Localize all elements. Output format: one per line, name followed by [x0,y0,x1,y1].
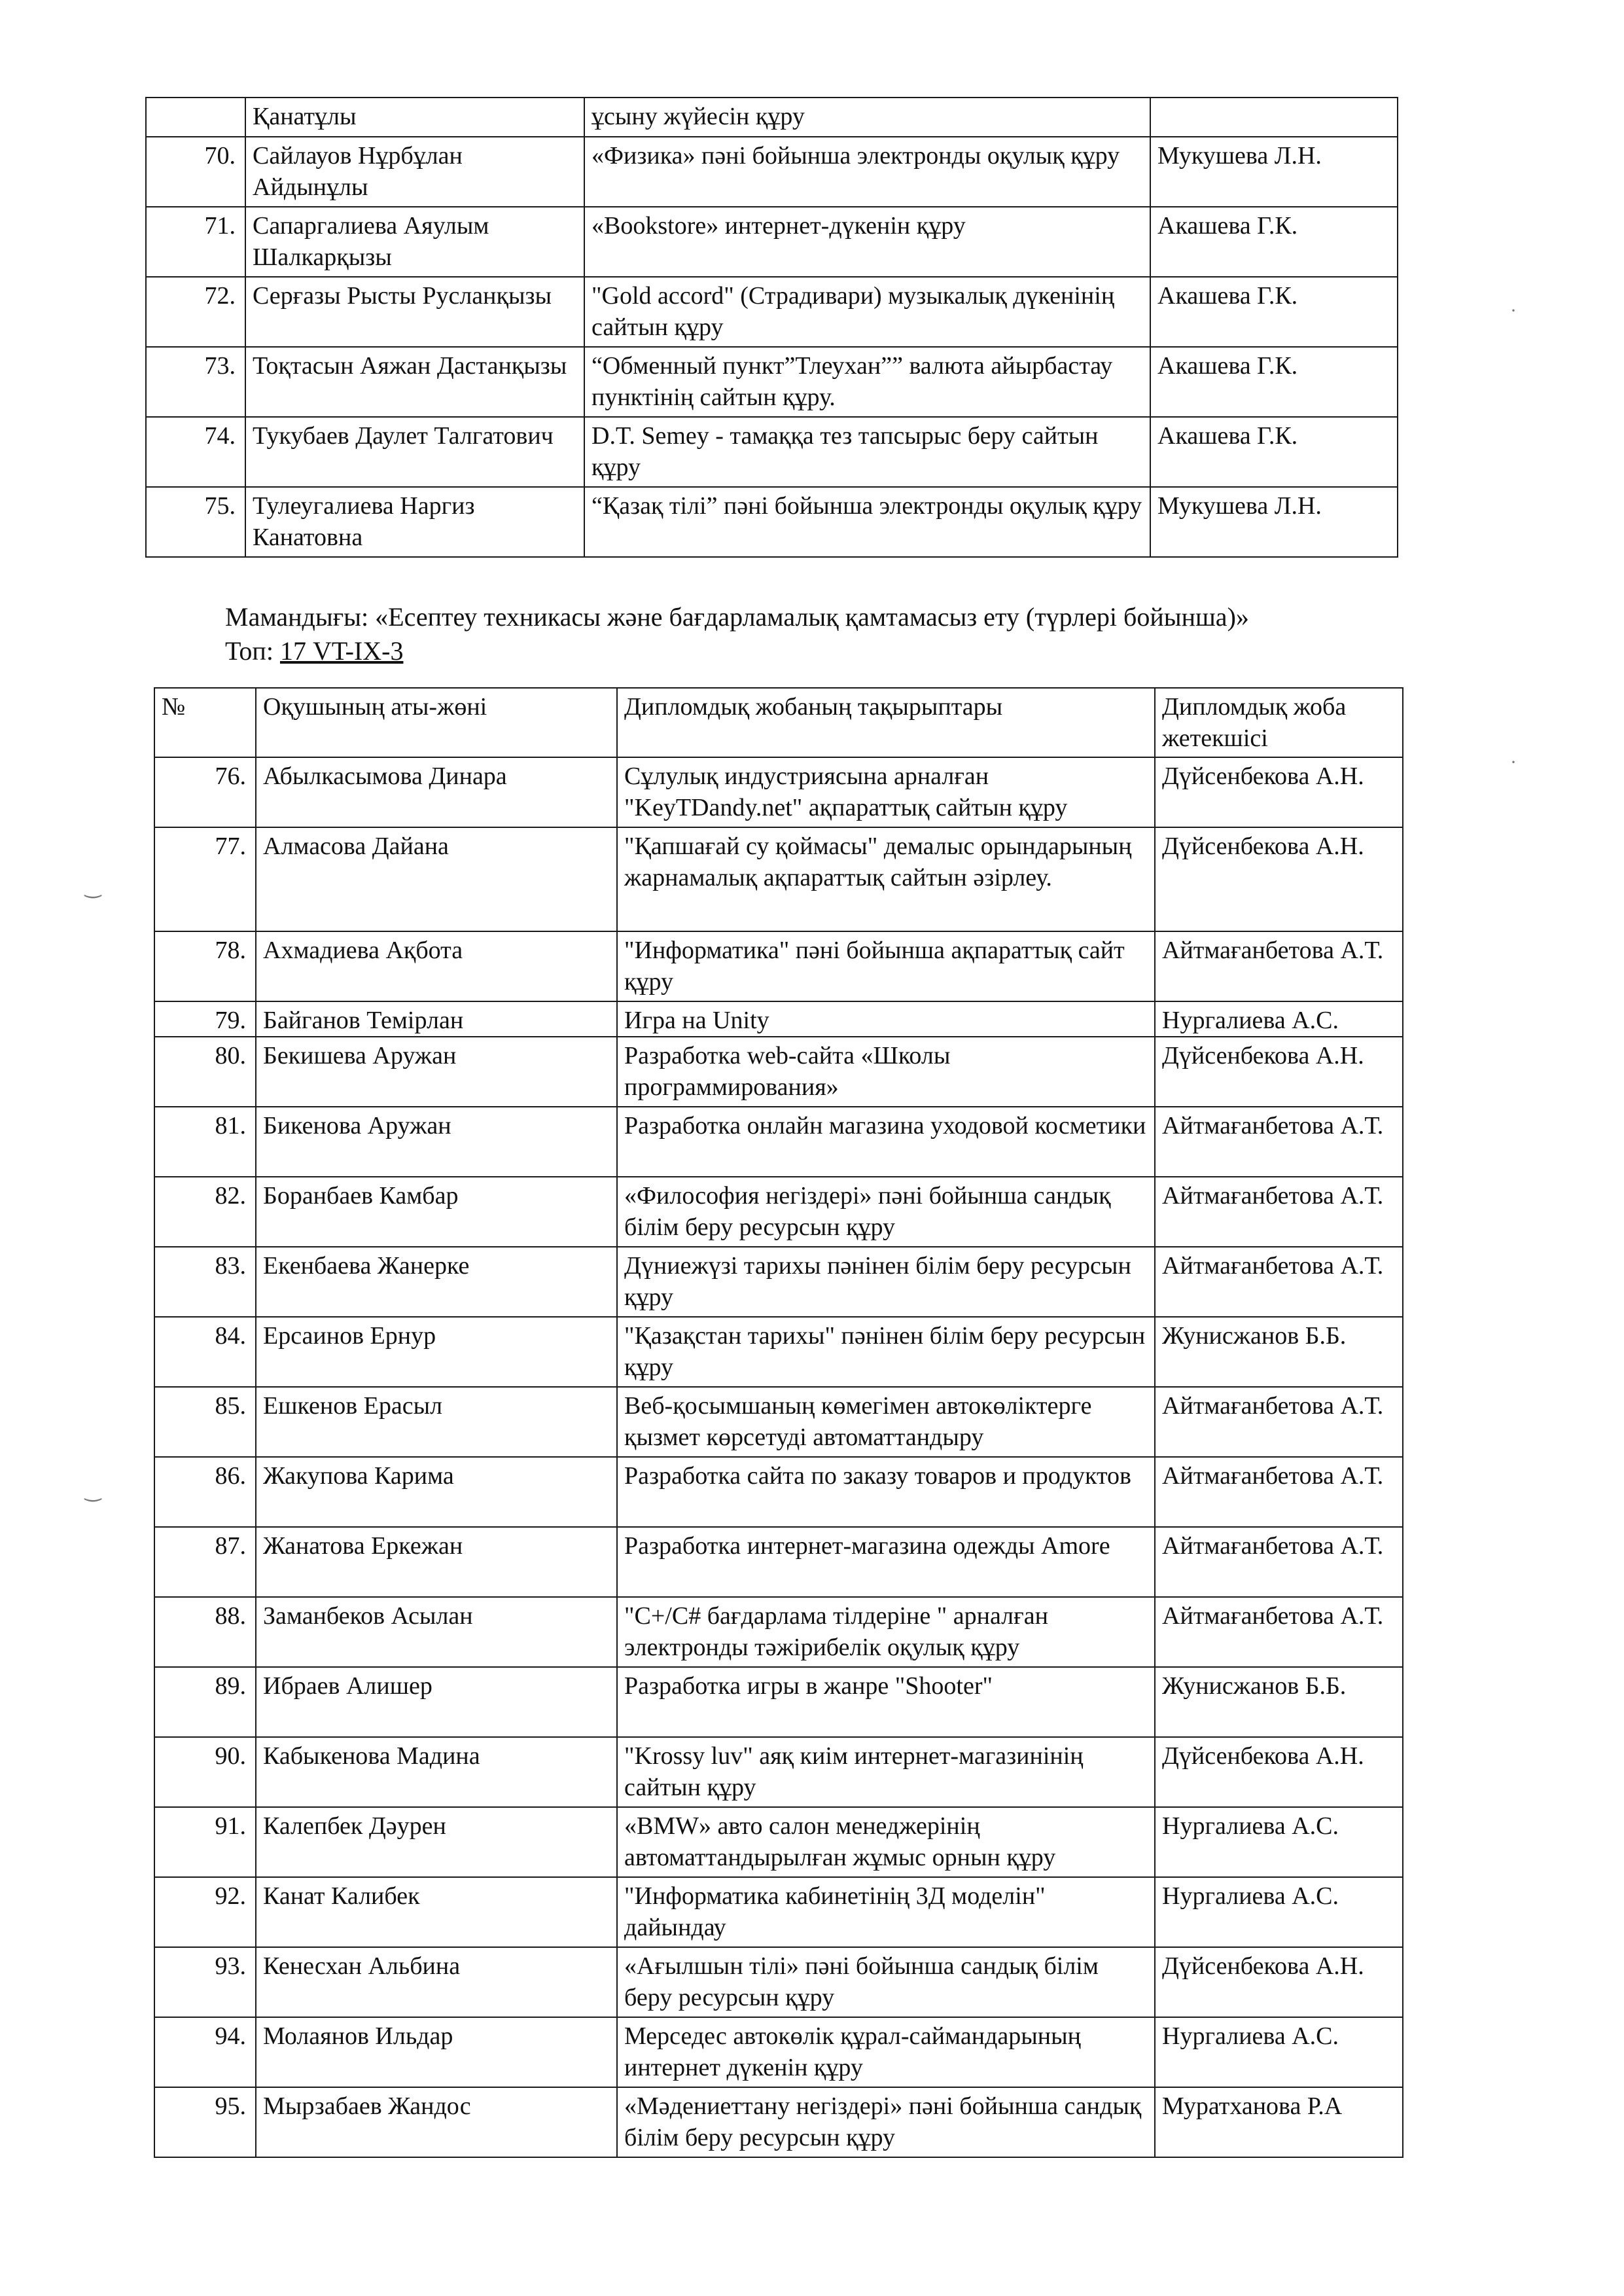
supervisor-name: Дүйсенбекова А.Н. [1155,1737,1403,1807]
student-name: Сапаргалиева Аяулым Шалкарқызы [245,207,584,277]
student-name: Қанатұлы [245,98,584,137]
table-row [154,1247,1403,1317]
student-name: Боранбаев Камбар [256,1177,617,1247]
supervisor-name: Нургалиева А.С. [1155,1001,1403,1037]
supervisor-name: Нургалиева А.С. [1155,2017,1403,2087]
scan-dash-mark: ‿ [85,876,101,898]
student-name: Жанатова Еркежан [256,1527,617,1597]
row-number: 85. [154,1387,256,1457]
project-topic: Разработка игры в жанре "Shooter" [617,1667,1155,1737]
supervisor-name: Дүйсенбекова А.Н. [1155,1037,1403,1107]
row-number: 79. [154,1001,256,1037]
row-number: 92. [154,1877,256,1947]
row-number: 91. [154,1807,256,1877]
table-row [154,757,1403,827]
table-row [154,1527,1403,1597]
project-topic: D.T. Semey - тамаққа тез тапсырыс беру сайтын құру [584,417,1150,487]
row-number: 75. [146,487,245,557]
table-row [146,98,1398,137]
table-row [154,1001,1403,1037]
student-name: Тоқтасын Аяжан Дастанқызы [245,347,584,417]
student-name: Жакупова Карима [256,1457,617,1527]
header-project-topic: Дипломдық жобаның тақырыптары [617,688,1155,757]
row-number: 89. [154,1667,256,1737]
row-number: 74. [146,417,245,487]
student-name: Алмасова Дайана [256,827,617,931]
supervisor-name: Айтмағанбетова А.Т. [1155,1527,1403,1597]
table-row [146,347,1398,417]
specialty-caption: Мамандығы: «Есептеу техникасы және бағдарламалық қамтамасыз ету (түрлері бойынша)» [225,602,1249,632]
supervisor-name: Айтмағанбетова А.Т. [1155,1387,1403,1457]
student-name: Бекишева Аружан [256,1037,617,1107]
table-row [154,1807,1403,1877]
project-topic: Веб-қосымшаның көмегімен автокөліктерге қызмет көрсетуді автоматтандыру [617,1387,1155,1457]
student-name: Екенбаева Жанерке [256,1247,617,1317]
project-topic: Дүниежүзі тарихы пәнінен білім беру ресурсын құру [617,1247,1155,1317]
student-name: Ерсаинов Ернур [256,1317,617,1387]
student-name: Калепбек Дәурен [256,1807,617,1877]
student-name: Ибраев Алишер [256,1667,617,1737]
row-number: 86. [154,1457,256,1527]
row-number: 72. [146,277,245,347]
supervisor-name: Акашева Г.К. [1150,417,1398,487]
project-topic: “Қазақ тілі” пәні бойынша электронды оқулық құру [584,487,1150,557]
supervisor-name: Муратханова Р.А [1155,2087,1403,2157]
row-number: 81. [154,1107,256,1177]
supervisor-name: Дүйсенбекова А.Н. [1155,1947,1403,2017]
student-name: Мырзабаев Жандос [256,2087,617,2157]
row-number: 70. [146,137,245,207]
row-number: 80. [154,1037,256,1107]
table-row [146,207,1398,277]
project-topic: Разработка web-сайта «Школы программирования» [617,1037,1155,1107]
table-row [154,1037,1403,1107]
supervisor-name: Айтмағанбетова А.Т. [1155,1247,1403,1317]
project-topic: «Ағылшын тілі» пәні бойынша сандық білім беру ресурсын құру [617,1947,1155,2017]
student-name: Сайлауов Нұрбұлан Айдынұлы [245,137,584,207]
project-topic: «BMW» авто салон менеджерінің автоматтандырылған жұмыс орнын құру [617,1807,1155,1877]
supervisor-name: Жунисжанов Б.Б. [1155,1667,1403,1737]
table-row [154,1667,1403,1737]
table-row [154,1387,1403,1457]
supervisor-name: Айтмағанбетова А.Т. [1155,931,1403,1001]
table-row [146,137,1398,207]
project-topic: «Мәдениеттану негіздері» пәні бойынша сандық білім беру ресурсын құру [617,2087,1155,2157]
row-number: 90. [154,1737,256,1807]
table-row [154,1877,1403,1947]
student-name: Заманбеков Асылан [256,1597,617,1667]
project-topic: Мерседес автокөлік құрал-саймандарының интернет дүкенін құру [617,2017,1155,2087]
student-name: Канат Калибек [256,1877,617,1947]
table-header-row [154,688,1403,757]
student-name: Бикенова Аружан [256,1107,617,1177]
supervisor-name: Акашева Г.К. [1150,277,1398,347]
projects-table-continued [145,97,1398,558]
row-number: 77. [154,827,256,931]
student-name: Тулеугалиева Наргиз Канатовна [245,487,584,557]
row-number: 71. [146,207,245,277]
project-topic: "C+/C# бағдарлама тілдеріне " арналған электронды тәжірибелік оқулық құру [617,1597,1155,1667]
table-row [146,487,1398,557]
project-topic: Сұлулық индустриясына арналған "KeyTDandy.net" ақпараттық сайтын құру [617,757,1155,827]
scan-dot-mark: · [1510,751,1517,773]
table-row [154,1107,1403,1177]
project-topic: "Информатика кабинетінің 3Д моделін" дайындау [617,1877,1155,1947]
supervisor-name: Айтмағанбетова А.Т. [1155,1107,1403,1177]
student-name: Кабыкенова Мадина [256,1737,617,1807]
row-number: 76. [154,757,256,827]
project-topic: «Bookstore» интернет-дүкенін құру [584,207,1150,277]
supervisor-name: Мукушева Л.Н. [1150,137,1398,207]
table-row [154,2087,1403,2157]
supervisor-name: Мукушева Л.Н. [1150,487,1398,557]
projects-table [154,687,1403,2158]
student-name: Абылкасымова Динара [256,757,617,827]
supervisor-name: Айтмағанбетова А.Т. [1155,1177,1403,1247]
group-value: 17 VT-IX-3 [279,636,404,666]
row-number: 78. [154,931,256,1001]
supervisor-name: Дүйсенбекова А.Н. [1155,757,1403,827]
project-topic: Разработка интернет-магазина одежды Amore [617,1527,1155,1597]
project-topic: "Қазақстан тарихы" пәнінен білім беру ресурсын құру [617,1317,1155,1387]
group-label: Топ: [225,636,280,666]
scan-dash-mark: ‿ [85,1480,101,1501]
supervisor-name: Айтмағанбетова А.Т. [1155,1597,1403,1667]
table-row [154,1457,1403,1527]
project-topic: Разработка сайта по заказу товаров и продуктов [617,1457,1155,1527]
row-number: 73. [146,347,245,417]
project-topic: "Қапшағай су қоймасы" демалыс орындарының жарнамалық ақпараттық сайтын әзірлеу. [617,827,1155,931]
header-number: № [154,688,256,757]
table-row [146,277,1398,347]
header-supervisor: Дипломдық жоба жетекшісі [1155,688,1403,757]
project-topic: Игра на Unity [617,1001,1155,1037]
row-number: 95. [154,2087,256,2157]
supervisor-name: Нургалиева А.С. [1155,1877,1403,1947]
table-row [154,1947,1403,2017]
table-row [146,417,1398,487]
project-topic: Разработка онлайн магазина уходовой косметики [617,1107,1155,1177]
project-topic: "Gold accord" (Страдивари) музыкалық дүкенінің сайтын құру [584,277,1150,347]
student-name: Молаянов Ильдар [256,2017,617,2087]
row-number: 88. [154,1597,256,1667]
row-number [146,98,245,137]
table-row [154,931,1403,1001]
project-topic: ұсыну жүйесін құру [584,98,1150,137]
row-number: 84. [154,1317,256,1387]
row-number: 93. [154,1947,256,2017]
row-number: 82. [154,1177,256,1247]
student-name: Байганов Темірлан [256,1001,617,1037]
supervisor-name: Айтмағанбетова А.Т. [1155,1457,1403,1527]
table-row [154,2017,1403,2087]
row-number: 87. [154,1527,256,1597]
student-name: Ахмадиева Ақбота [256,931,617,1001]
supervisor-name: Жунисжанов Б.Б. [1155,1317,1403,1387]
row-number: 94. [154,2017,256,2087]
project-topic: «Физика» пәні бойынша электронды оқулық құру [584,137,1150,207]
supervisor-name: Дүйсенбекова А.Н. [1155,827,1403,931]
supervisor-name: Акашева Г.К. [1150,207,1398,277]
supervisor-name: Акашева Г.К. [1150,347,1398,417]
row-number: 83. [154,1247,256,1317]
table-row [154,1177,1403,1247]
student-name: Серғазы Рысты Русланқызы [245,277,584,347]
project-topic: «Философия негіздері» пәні бойынша сандық білім беру ресурсын құру [617,1177,1155,1247]
student-name: Кенесхан Альбина [256,1947,617,2017]
table-row [154,827,1403,931]
table-row [154,1737,1403,1807]
project-topic: "Информатика" пәні бойынша ақпараттық сайт құру [617,931,1155,1001]
group-caption [225,635,403,668]
project-topic: "Krossy luv" аяқ киім интернет-магазинінің сайтын құру [617,1737,1155,1807]
table-row [154,1317,1403,1387]
project-topic: “Обменный пункт”Тлеухан”” валюта айырбастау пунктінің сайтын құру. [584,347,1150,417]
scan-dot-mark: · [1510,300,1517,321]
supervisor-name: Нургалиева А.С. [1155,1807,1403,1877]
student-name: Ешкенов Ерасыл [256,1387,617,1457]
header-student-name: Оқушының аты-жөні [256,688,617,757]
table-row [154,1597,1403,1667]
student-name: Тукубаев Даулет Талгатович [245,417,584,487]
supervisor-name [1150,98,1398,137]
